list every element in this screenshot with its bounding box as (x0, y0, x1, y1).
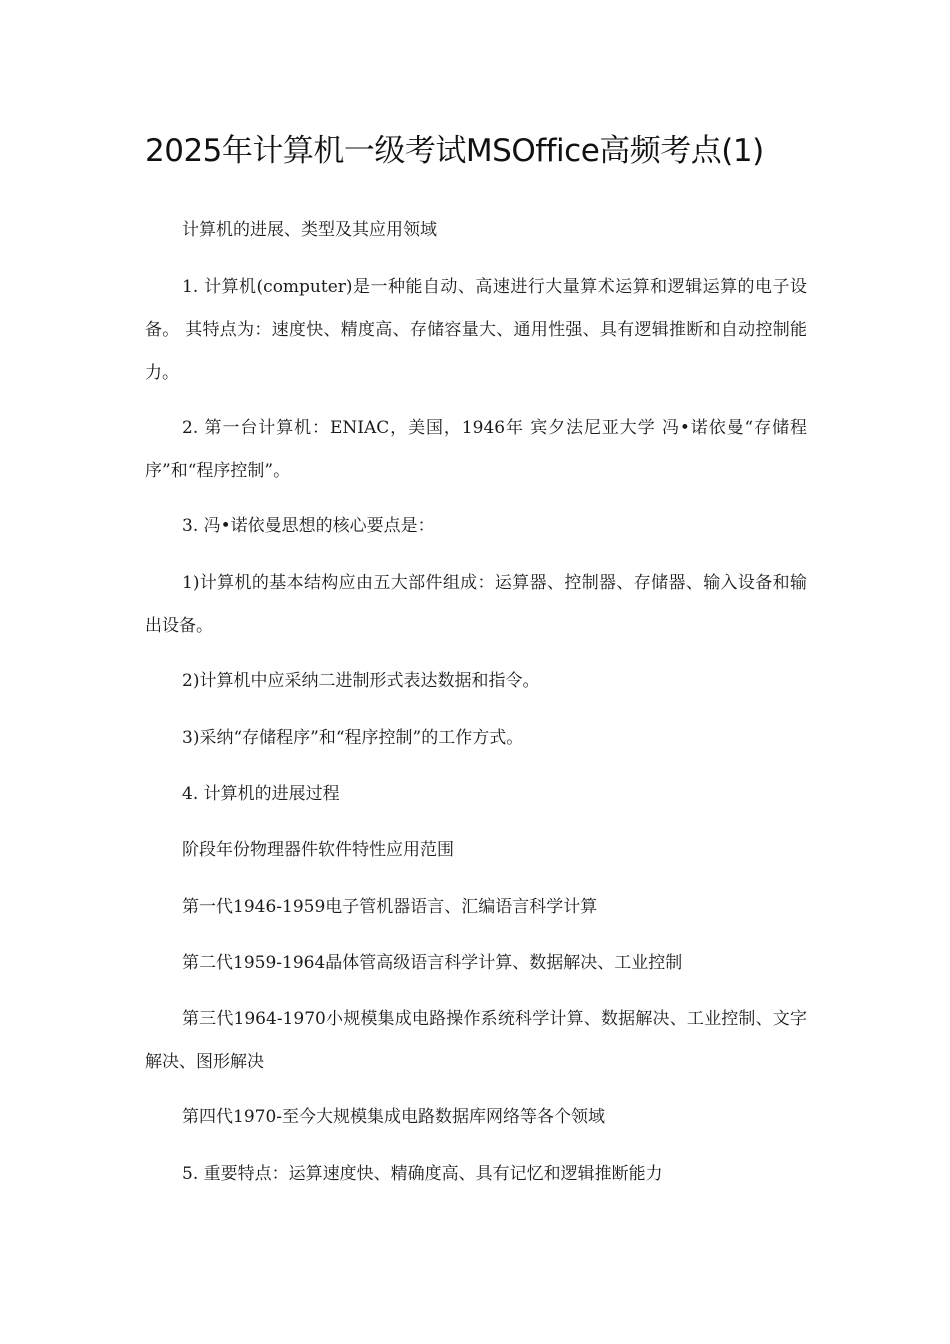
paragraph-development: 4. 计算机的进展过程 (182, 784, 340, 804)
generation-row-3: 第三代1964-1970小规模集成电路操作系统科学计算、数据解决、工业控制、文字解决、图形解决 (145, 1009, 807, 1072)
list-item-stored-program: 3)采纳“存储程序”和“程序控制”的工作方式。 (182, 728, 524, 748)
generation-row-2: 第二代1959-1964晶体管高级语言科学计算、数据解决、工业控制 (182, 953, 683, 973)
generation-row-4: 第四代1970-至今大规模集成电路数据库网络等各个领域 (182, 1107, 606, 1127)
table-header-row: 阶段年份物理器件软件特性应用范围 (182, 840, 454, 860)
paragraph-features: 5. 重要特点：运算速度快、精确度高、具有记忆和逻辑推断能力 (182, 1164, 663, 1184)
paragraph-definition: 1. 计算机(computer)是一种能自动、高速进行大量算术运算和逻辑运算的电子设备。 其特点为：速度快、精度高、存储容量大、通用性强、具有逻辑推断和自动控制能力。 (145, 277, 807, 383)
paragraph-first-computer: 2. 第一台计算机：ENIAC，美国，1946年 宾夕法尼亚大学 冯•诺依曼“存储程序”和“程序控制”。 (145, 418, 807, 481)
section-heading: 计算机的进展、类型及其应用领域 (182, 220, 437, 240)
list-item-binary: 2)计算机中应采纳二进制形式表达数据和指令。 (182, 671, 540, 691)
generation-row-1: 第一代1946-1959电子管机器语言、汇编语言科学计算 (182, 897, 598, 917)
document-title: 2025年计算机一级考试MSOffice高频考点(1) (145, 133, 764, 169)
list-item-structure: 1)计算机的基本结构应由五大部件组成：运算器、控制器、存储器、输入设备和输出设备。 (145, 573, 807, 636)
paragraph-von-neumann: 3. 冯•诺依曼思想的核心要点是： (182, 516, 435, 536)
